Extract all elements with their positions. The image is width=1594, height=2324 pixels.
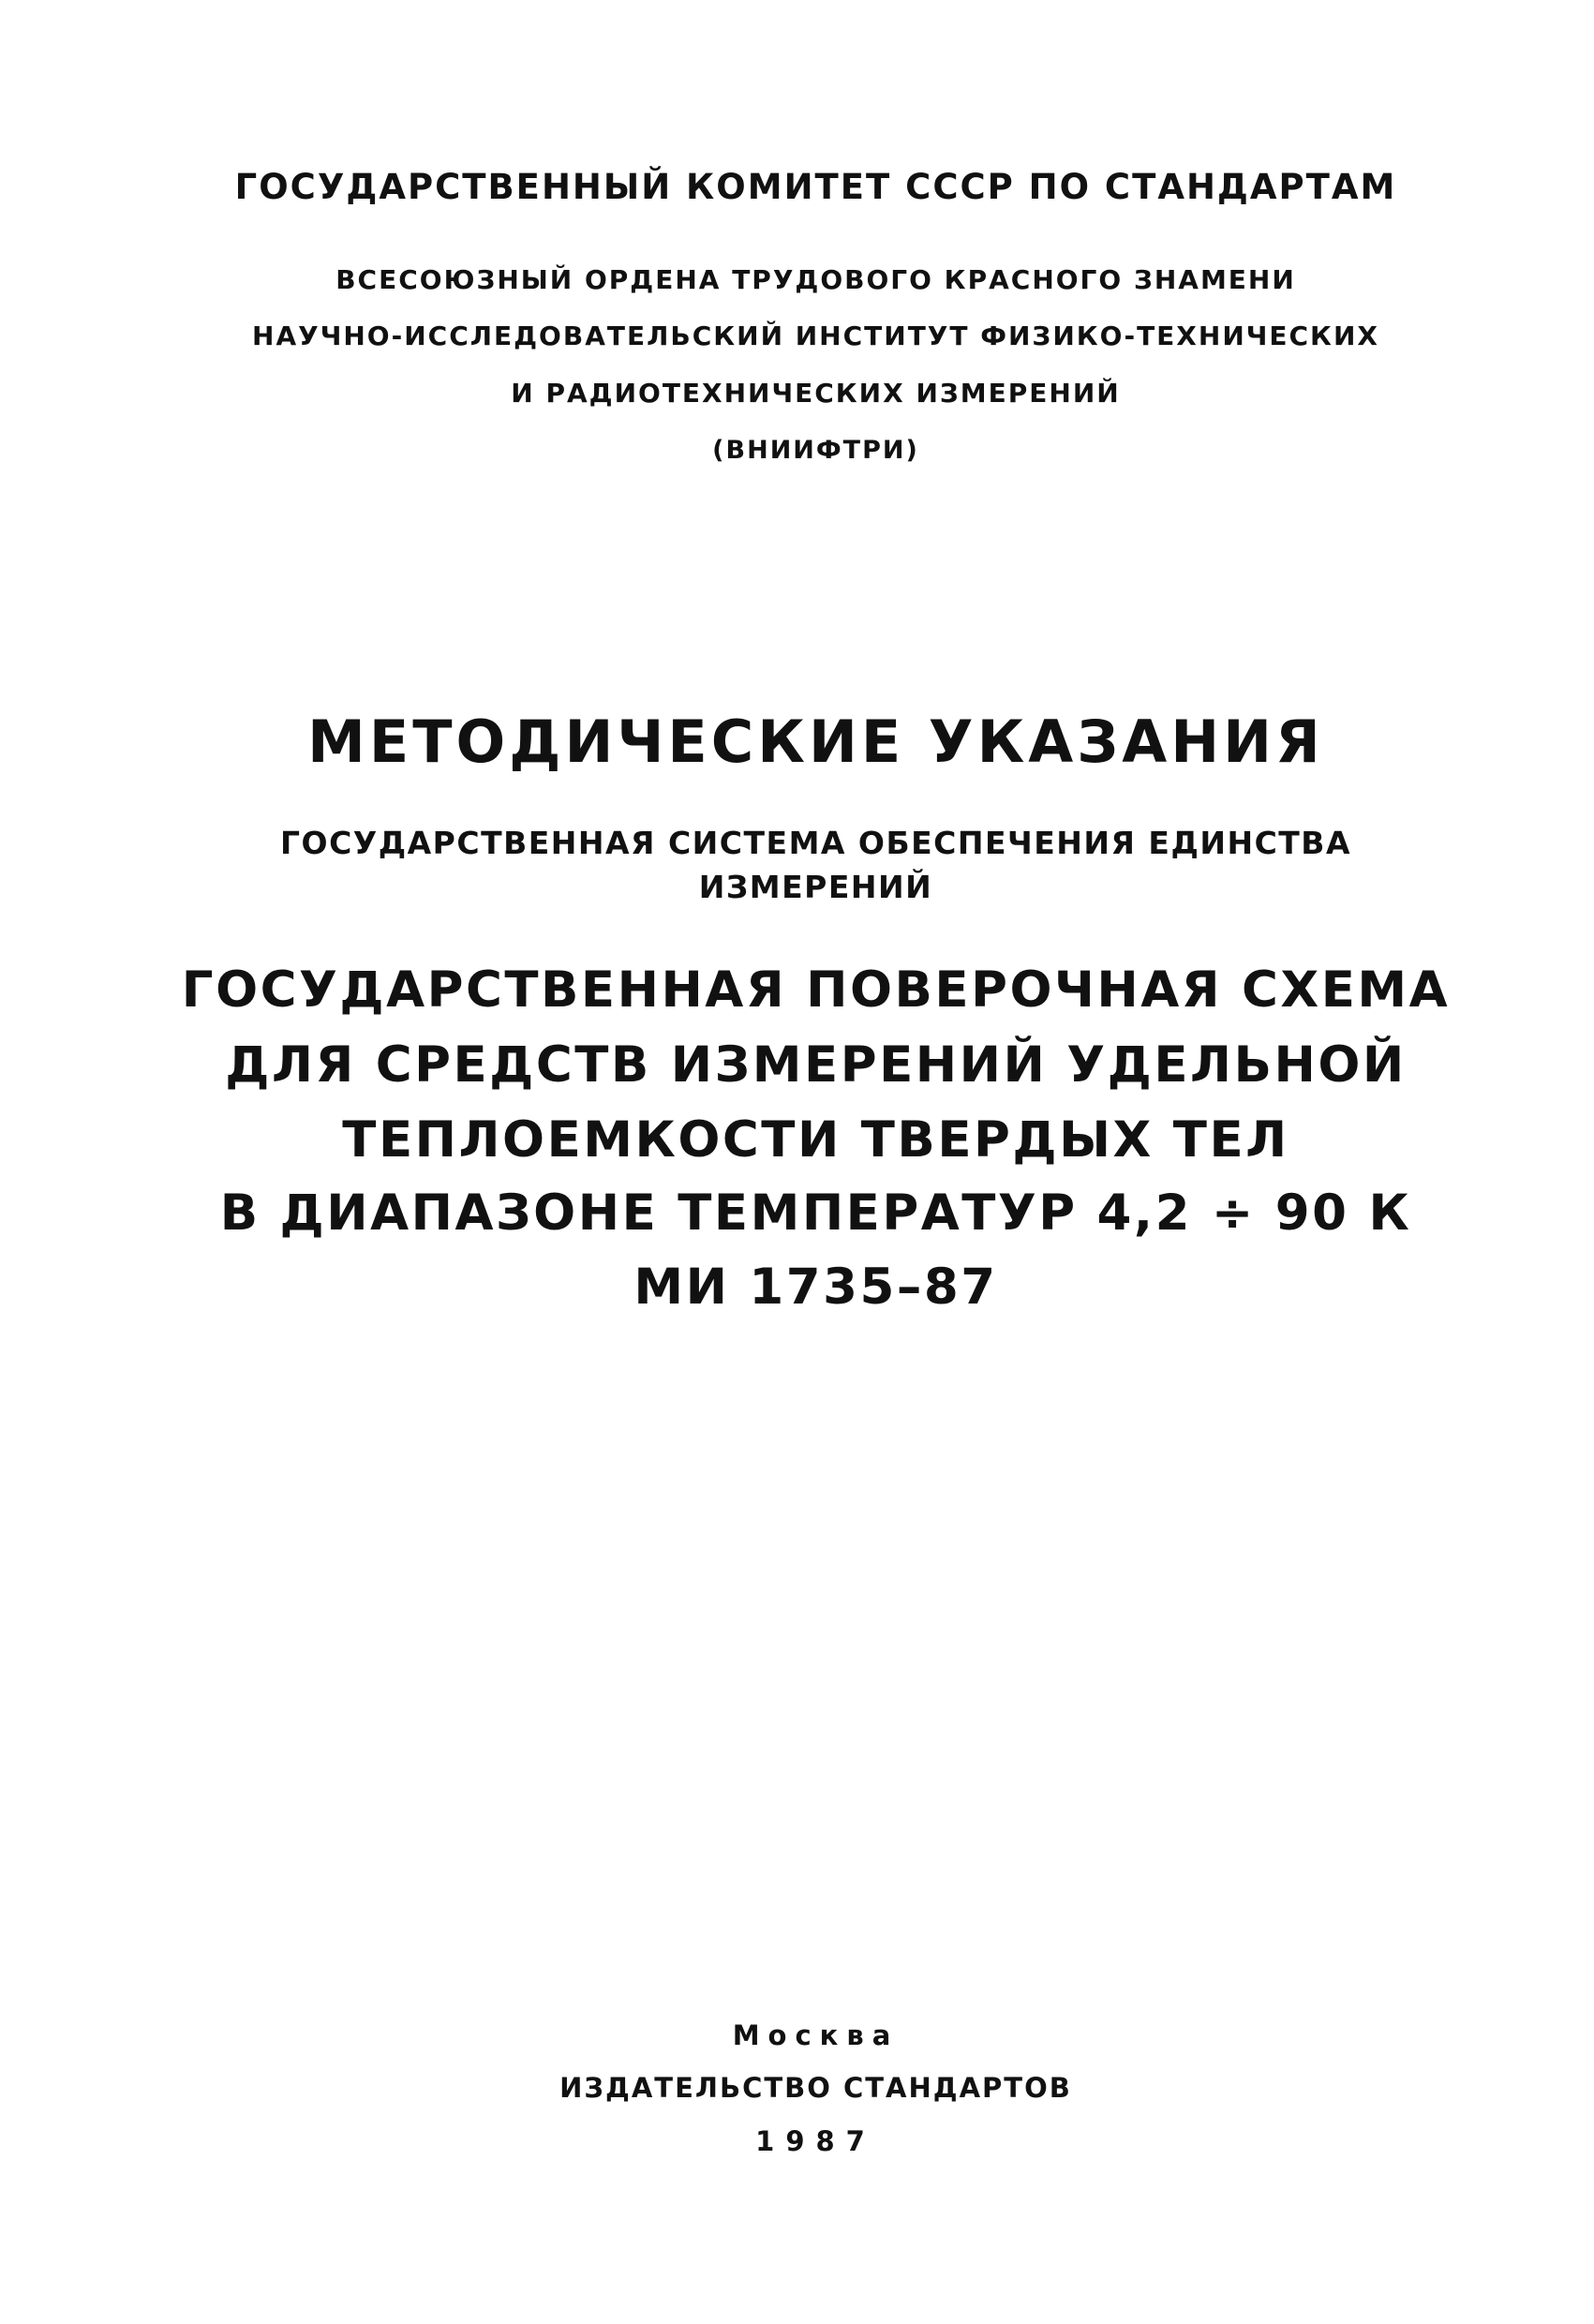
system-line-2: ИЗМЕРЕНИЙ [698,869,933,905]
publication-city: Москва [732,2019,900,2051]
institute-line-2: НАУЧНО-ИССЛЕДОВАТЕЛЬСКИЙ ИНСТИТУТ ФИЗИКО-ТЕХНИЧЕСКИХ [252,320,1379,351]
committee-heading: ГОСУДАРСТВЕННЫЙ КОМИТЕТ СССР ПО СТАНДАРТАМ [234,167,1397,207]
document-title-line-1: ГОСУДАРСТВЕННАЯ ПОВЕРОЧНАЯ СХЕМА [181,961,1451,1019]
document-title-line-4: В ДИАПАЗОНЕ ТЕМПЕРАТУР 4,2 ÷ 90 К [219,1184,1412,1242]
publisher-name: ИЗДАТЕЛЬСТВО СТАНДАРТОВ [559,2072,1072,2104]
institute-line-1: ВСЕСОЮЗНЫЙ ОРДЕНА ТРУДОВОГО КРАСНОГО ЗНАМЕНИ [335,264,1296,295]
document-number: МИ 1735–87 [633,1259,998,1316]
institute-line-3: И РАДИОТЕХНИЧЕСКИХ ИЗМЕРЕНИЙ [511,378,1121,409]
institute-abbreviation: (ВНИИФТРИ) [712,436,919,465]
document-title-line-3: ТЕПЛОЕМКОСТИ ТВЕРДЫХ ТЕЛ [342,1111,1289,1169]
publication-year: 1987 [755,2125,876,2157]
system-line-1: ГОСУДАРСТВЕННАЯ СИСТЕМА ОБЕСПЕЧЕНИЯ ЕДИНСТВА [280,825,1351,861]
document-title-line-2: ДЛЯ СРЕДСТВ ИЗМЕРЕНИЙ УДЕЛЬНОЙ [225,1036,1407,1094]
document-type-heading: МЕТОДИЧЕСКИЕ УКАЗАНИЯ [307,708,1324,776]
